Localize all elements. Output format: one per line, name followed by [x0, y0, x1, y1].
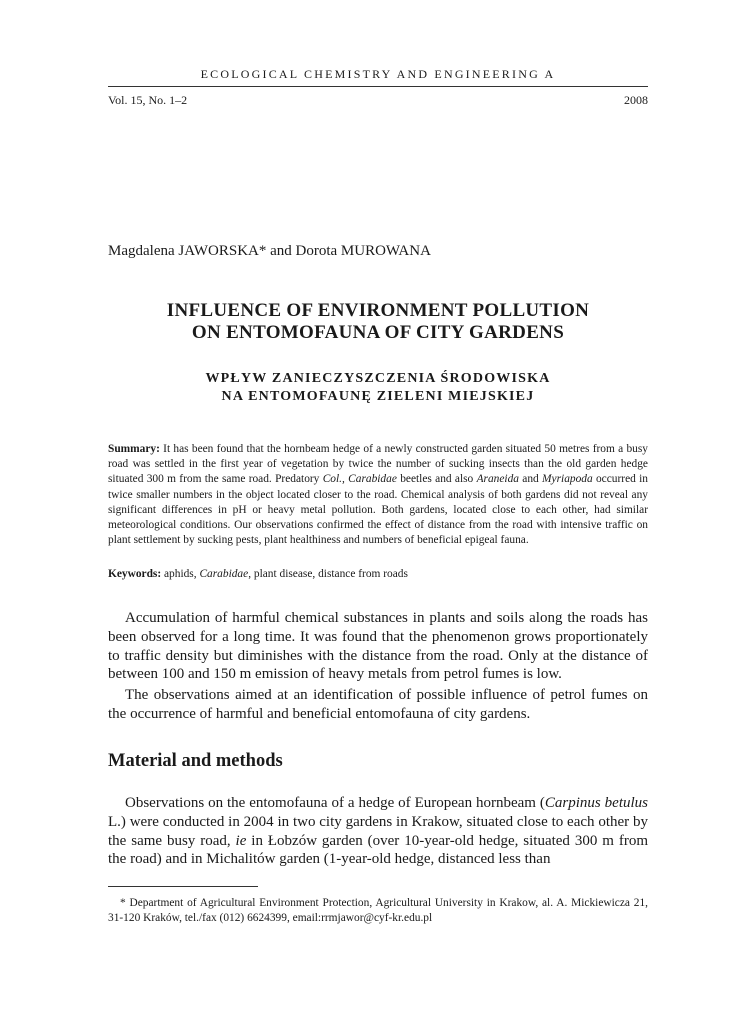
keywords	[108, 568, 648, 580]
summary-italic: Col., Carabidae	[322, 473, 397, 486]
summary-text: beetles and also	[396, 473, 477, 486]
section-heading: Material and methods	[108, 751, 283, 771]
summary-text: It has been found that the hornbeam hedge of a newly constructed garden situated 50 metres from a busy road was settled in the first year of vegetation by twice the number of sucking insects than the old garden hedge situated 300 m from the same road. Predatory	[108, 443, 648, 486]
summary-text: and	[518, 473, 543, 486]
volume-info: Vol. 15, No. 1–2	[108, 93, 188, 107]
keywords-label: Keywords:	[108, 568, 162, 580]
keywords-italic: Carabidae	[199, 568, 249, 580]
paper-title	[108, 300, 648, 344]
footnote-rule	[108, 886, 258, 887]
title-line-1: INFLUENCE OF ENVIRONMENT POLLUTION	[166, 300, 590, 321]
methods-italic: ie	[235, 832, 247, 849]
summary-italic: Myriapoda	[542, 473, 593, 486]
authors: Magdalena JAWORSKA* and Dorota MUROWANA	[108, 243, 431, 259]
intro-paragraph-2: The observations aimed at an identification of possible influence of petrol fumes on the occurrence of harmful and beneficial entomofauna of city gardens.	[108, 687, 648, 722]
footnote: * Department of Agricultural Environment Protection, Agricultural University in Krakow, al. A. Mickiewicza 21, 31-120 Kraków, tel./fax (012) 6624399, email:rrmjawor@cyf-kr.edu.pl	[108, 897, 648, 925]
methods-text: L.) were conducted in 2004 in two city gardens in Krakow, situated close to each other by the same busy road,	[108, 813, 648, 849]
journal-name: ECOLOGICAL CHEMISTRY AND ENGINEERING A	[200, 67, 556, 81]
publication-year: 2008	[624, 93, 648, 107]
methods-text: Observations on the entomofauna of a hedge of European hornbeam (	[125, 795, 545, 811]
header-rule	[108, 86, 648, 87]
summary-italic: Araneida	[476, 473, 519, 486]
title-pl-line-2: NA ENTOMOFAUNĘ ZIELENI MIEJSKIEJ	[221, 389, 535, 404]
title-line-2: ON ENTOMOFAUNA OF CITY GARDENS	[191, 322, 565, 343]
methods-italic: Carpinus betulus	[544, 795, 648, 811]
methods-paragraph	[108, 794, 648, 869]
summary	[108, 442, 648, 548]
title-pl-line-1: WPŁYW ZANIECZYSZCZENIA ŚRODOWISKA	[205, 371, 551, 386]
summary-text: occurred in twice smaller numbers in the object located closer to the road. Chemical analysis of both gardens did not reveal any significant differences in pH or heavy metal pollution. Both gardens, located close to each other, had similar meteorological conditions. Our observations confirmed the effect of distance from the road with intensive traffic on plant settlement by sucking pests, plant healthiness and numbers of beneficial epigeal fauna.	[108, 473, 648, 547]
intro-paragraph-1: Accumulation of harmful chemical substances in plants and soils along the roads has been observed for a long time. It was found that the phenomenon grows proportionately to traffic density but diminishes with the distance from the road. Only at the distance of between 100 and 150 m emission of heavy metals from petrol fumes is low.	[108, 610, 648, 683]
methods-text: in Łobzów garden (over 10-year-old hedge, situated 300 m from the road) and in Michalitów garden (1-year-old hedge, distanced less than	[108, 832, 648, 868]
summary-label: Summary:	[108, 443, 160, 455]
keywords-text: aphids,	[161, 568, 200, 580]
paper-title-polish	[108, 370, 648, 406]
keywords-text: , plant disease, distance from roads	[248, 568, 408, 580]
